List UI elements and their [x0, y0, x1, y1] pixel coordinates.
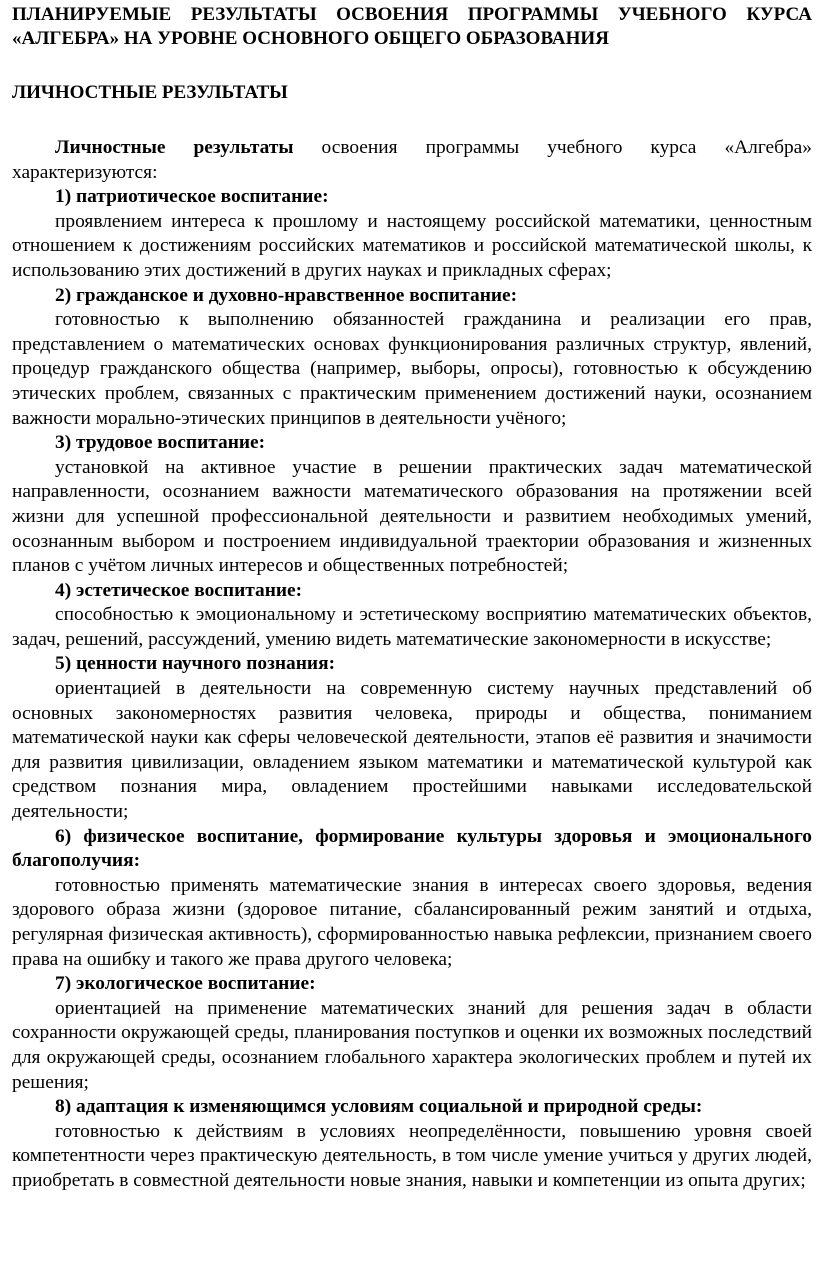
item-heading-6: 6) физическое воспитание, формирование культуры здоровья и эмоционального благополучия: — [12, 825, 812, 872]
item-text-1: проявлением интереса к прошлому и настоящему российской математики, ценностным отношением к достижениям российских математиков и российской математической школы, к использованию этих достижений в других науках и прикладных сферах; — [12, 210, 812, 281]
item-heading-8: 8) адаптация к изменяющимся условиям социальной и природной среды: — [55, 1096, 703, 1118]
section-title: ЛИЧНОСТНЫЕ РЕЗУЛЬТАТЫ — [12, 82, 288, 103]
item-heading-4: 4) эстетическое воспитание: — [55, 579, 303, 601]
item-text-5: ориентацией в деятельности на современную систему научных представлений об основных закономерностях развития человека, природы и общества, пониманием математической науки как сферы человеческой деятельности, этапов её развития и значимости для развития цивилизации, овладением языком математики и математической культурой как средством познания мира, овладением простейшими навыками исследовательской деятельности; — [12, 678, 812, 823]
item-heading-1: 1) патриотическое воспитание: — [55, 186, 329, 208]
item-heading-2: 2) гражданское и духовно-нравственное воспитание: — [55, 284, 518, 306]
item-text-4: способностью к эмоциональному и эстетическому восприятию математических объектов, задач, решений, рассуждений, умению видеть математические закономерности в искусстве; — [12, 604, 812, 650]
intro-bold: Личностные результаты — [55, 137, 294, 158]
item-text-7: ориентацией на применение математических знаний для решения задач в области сохранности окружающей среды, планирования поступков и оценки их возможных последствий для окружающей среды, осознанием глобального характера экологических проблем и путей их решения; — [12, 997, 812, 1093]
document-title: ПЛАНИРУЕМЫЕ РЕЗУЛЬТАТЫ ОСВОЕНИЯ ПРОГРАММЫ УЧЕБНОГО КУРСА «АЛГЕБРА» НА УРОВНЕ ОСНОВНОГО ОБЩЕГО ОБРАЗОВАНИЯ — [12, 4, 812, 49]
item-text-6: готовностью применять математические знания в интересах своего здоровья, ведения здорового образа жизни (здоровое питание, сбалансированный режим занятий и отдыха, регулярная физическая активность), сформированностью навыка рефлексии, признанием своего права на ошибку и такого же права другого человека; — [12, 874, 812, 970]
intro-text: освоения программы учебного курса «Алгебра» характеризуются: — [12, 137, 812, 183]
item-text-8: готовностью к действиям в условиях неопределённости, повышению уровня своей компетентности через практическую деятельность, в том числе умение учиться у других людей, приобретать в совместной деятельности новые знания, навыки и компетенции из опыта других; — [12, 1120, 812, 1191]
item-heading-5: 5) ценности научного познания: — [55, 653, 336, 675]
item-heading-7: 7) экологическое воспитание: — [55, 973, 316, 995]
item-text-3: установкой на активное участие в решении практических задач математической направленности, осознанием важности математического образования на протяжении всей жизни для успешной профессиональной деятельности и развитием необходимых умений, осознанным выбором и построением индивидуальной траектории образования и жизненных планов с учётом личных интересов и общественных потребностей; — [12, 456, 812, 577]
item-heading-3: 3) трудовое воспитание: — [55, 432, 266, 454]
item-text-2: готовностью к выполнению обязанностей гражданина и реализации его прав, представлением о математических основах функционирования различных структур, явлений, процедур гражданского общества (например, выборы, опросы), готовностью к обсуждению этических проблем, связанных с практическим применением достижений науки, осознанием важности морально-этических принципов в деятельности учёного; — [12, 309, 812, 429]
intro-paragraph — [12, 136, 812, 185]
